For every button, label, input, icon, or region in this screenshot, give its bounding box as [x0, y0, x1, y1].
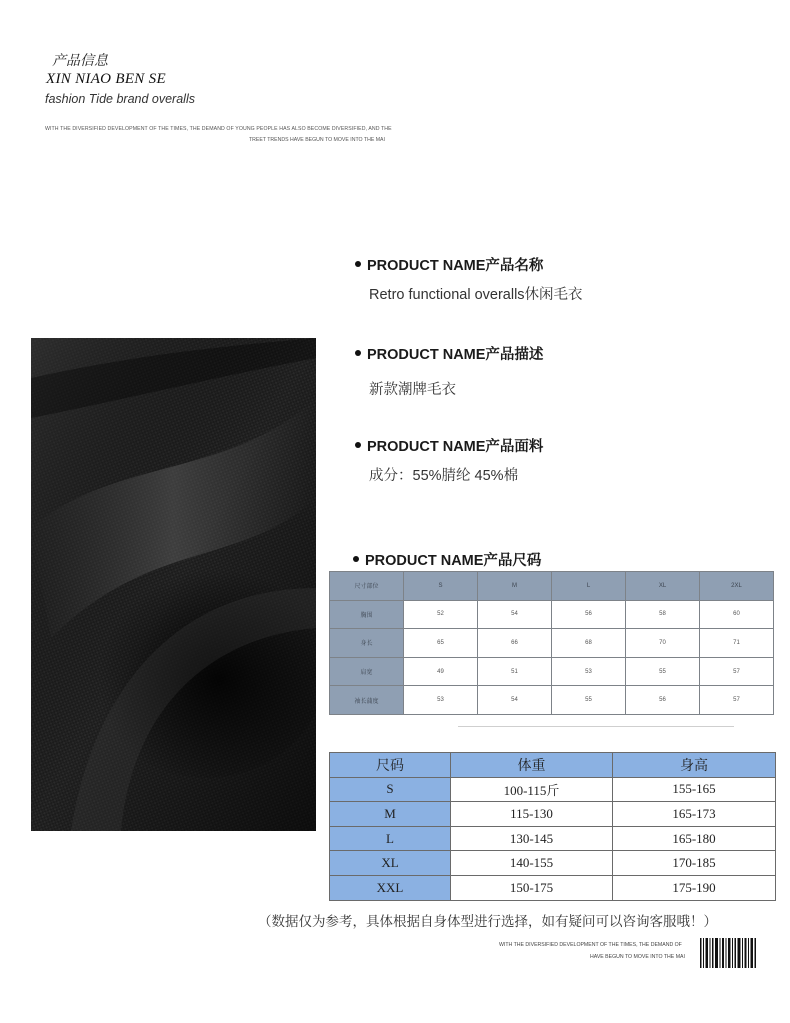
spec-cell: 53 [404, 686, 478, 715]
weight-cell: 150-175 [451, 875, 613, 900]
bullet-icon [353, 556, 359, 562]
spec-cell: 70 [626, 629, 700, 658]
size-table [329, 752, 776, 901]
spec-cell: 65 [404, 629, 478, 658]
header-fine-print-line1: WITH THE DIVERSIFIED DEVELOPMENT OF THE TIMES, THE DEMAND OF YOUNG PEOPLE HAS ALSO BECOME DIVERSIFIED, AND THE [45, 126, 392, 132]
spec-cell: 57 [700, 657, 774, 686]
height-cell: 165-173 [613, 802, 776, 827]
spec-header-cell: 2XL [700, 572, 774, 601]
spec-row-label: 肩宽 [330, 657, 404, 686]
spec-table-row [330, 600, 774, 629]
spec-header-cell: 尺寸部位 [330, 572, 404, 601]
height-cell: 175-190 [613, 875, 776, 900]
spec-row-label: 身长 [330, 629, 404, 658]
spec-table-header-row [330, 572, 774, 601]
size-header-cell: 身高 [613, 753, 776, 778]
size-table-row [330, 826, 776, 851]
spec-cell: 53 [552, 657, 626, 686]
size-table-header-row [330, 753, 776, 778]
size-cell: XXL [330, 875, 451, 900]
spec-cell: 58 [626, 600, 700, 629]
divider [458, 726, 734, 727]
weight-cell: 140-155 [451, 851, 613, 876]
section-title-fabric: PRODUCT NAME产品面料 [355, 435, 543, 456]
header-fine-print-line2: TREET TRENDS HAVE BEGUN TO MOVE INTO THE MAI [249, 137, 385, 143]
spec-table-row [330, 657, 774, 686]
size-header-cell: 尺码 [330, 753, 451, 778]
spec-cell: 56 [626, 686, 700, 715]
product-name-value: Retro functional overalls休闲毛衣 [369, 287, 583, 303]
bullet-icon [355, 261, 361, 267]
spec-cell: 52 [404, 600, 478, 629]
spec-row-label: 袖长蒲度 [330, 686, 404, 715]
spec-row-label: 胸围 [330, 600, 404, 629]
section-title-description: PRODUCT NAME产品描述 [355, 343, 543, 364]
size-cell: L [330, 826, 451, 851]
footer-fine-print-line1: WITH THE DIVERSIFIED DEVELOPMENT OF THE TIMES, THE DEMAND OF [499, 942, 682, 948]
product-description-value: 新款潮牌毛衣 [369, 382, 456, 398]
brand-name: XIN NIAO BEN SE [46, 71, 166, 87]
brand-tagline: fashion Tide brand overalls [45, 92, 195, 106]
bullet-icon [355, 442, 361, 448]
spec-cell: 71 [700, 629, 774, 658]
spec-cell: 54 [478, 686, 552, 715]
spec-cell: 49 [404, 657, 478, 686]
spec-cell: 56 [552, 600, 626, 629]
spec-cell: 54 [478, 600, 552, 629]
spec-table-row [330, 629, 774, 658]
header-title-cn: 产品信息 [52, 52, 108, 68]
height-cell: 165-180 [613, 826, 776, 851]
product-fabric-value: 成分：55%腈纶 45%棉 [369, 468, 519, 484]
size-table-row [330, 802, 776, 827]
weight-cell: 130-145 [451, 826, 613, 851]
spec-table-row [330, 686, 774, 715]
size-table-row [330, 875, 776, 900]
height-cell: 170-185 [613, 851, 776, 876]
size-table-row [330, 777, 776, 802]
size-cell: XL [330, 851, 451, 876]
spec-header-cell: M [478, 572, 552, 601]
height-cell: 155-165 [613, 777, 776, 802]
spec-cell: 68 [552, 629, 626, 658]
size-header-cell: 体重 [451, 753, 613, 778]
weight-cell: 115-130 [451, 802, 613, 827]
spec-cell: 55 [626, 657, 700, 686]
bullet-icon [355, 350, 361, 356]
size-cell: S [330, 777, 451, 802]
spec-header-cell: S [404, 572, 478, 601]
size-cell: M [330, 802, 451, 827]
spec-cell: 57 [700, 686, 774, 715]
fabric-photo [31, 338, 316, 831]
spec-cell: 55 [552, 686, 626, 715]
spec-cell: 66 [478, 629, 552, 658]
spec-header-cell: XL [626, 572, 700, 601]
size-reference-note: （数据仅为参考，具体根据自身体型进行选择，如有疑问可以咨询客服哦！） [258, 914, 717, 929]
section-title-size: PRODUCT NAME产品尺码 [353, 549, 541, 570]
barcode-icon [700, 938, 756, 968]
section-title-name: PRODUCT NAME产品名称 [355, 254, 543, 275]
spec-table [329, 571, 774, 715]
spec-cell: 51 [478, 657, 552, 686]
spec-cell: 60 [700, 600, 774, 629]
weight-cell: 100-115斤 [451, 777, 613, 802]
size-table-row [330, 851, 776, 876]
spec-header-cell: L [552, 572, 626, 601]
footer-fine-print-line2: HAVE BEGUN TO MOVE INTO THE MAI [590, 954, 685, 960]
